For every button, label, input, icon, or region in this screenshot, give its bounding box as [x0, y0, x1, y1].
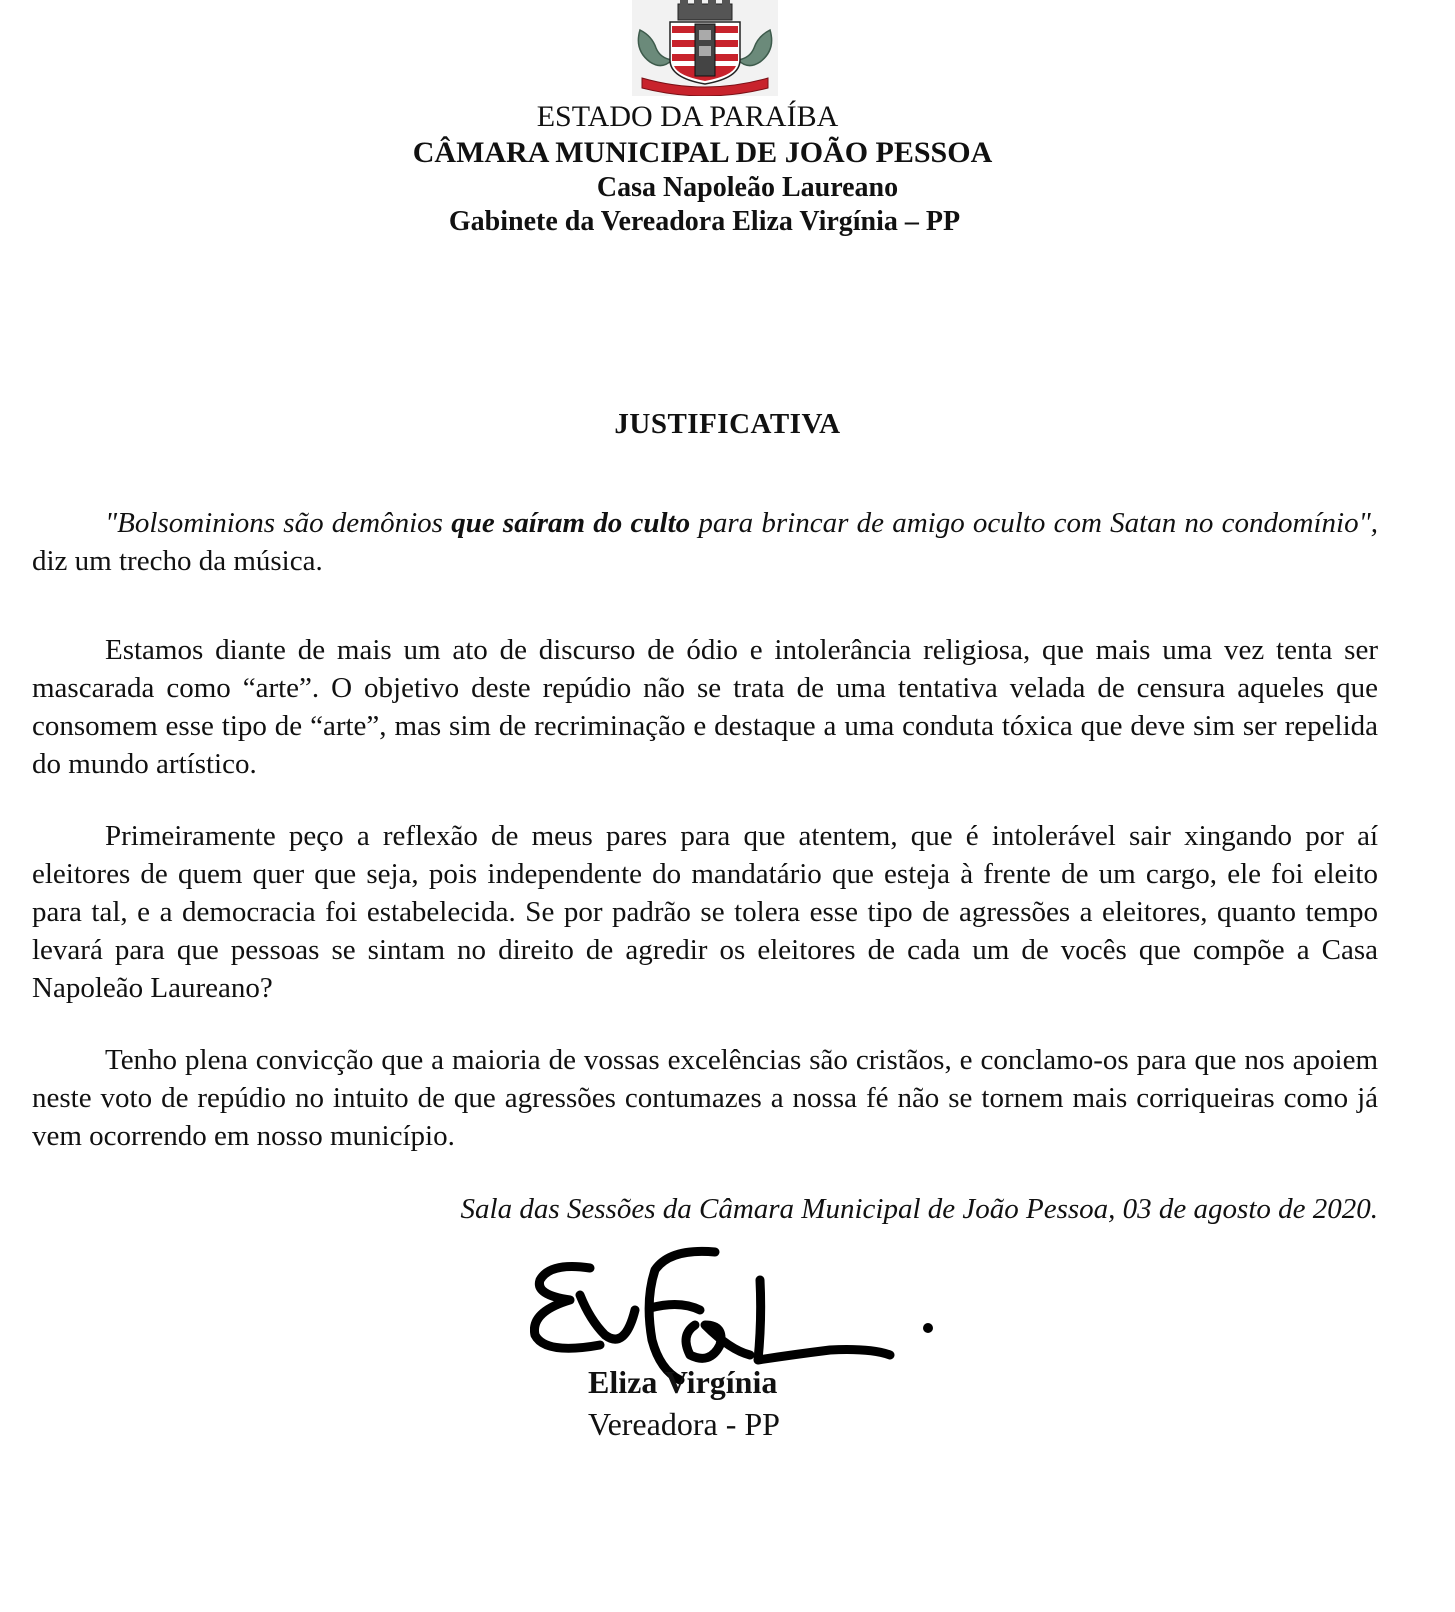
quote-text-part1: "Bolsominions são demônios — [105, 507, 452, 539]
header-house: Casa Napoleão Laureano — [596, 172, 899, 203]
quote-paragraph — [32, 504, 1378, 580]
body-paragraph: Tenho plena convicção que a maioria de vossas excelências são cristãos, e conclamo-os para que nos apoiem neste voto de repúdio no intuito de que agressões contumazes a nossa fé não se tornem mais corriqueiras como já vem ocorrendo em nosso município. — [32, 1044, 1378, 1152]
closing-line: Sala das Sessões da Câmara Municipal de João Pessoa, 03 de agosto de 2020. — [460, 1193, 1378, 1225]
quote-text-part4: diz um trecho da música. — [32, 545, 323, 577]
body-paragraph: Primeiramente peço a reflexão de meus pares para que atentem, que é intolerável sair xingando por aí eleitores de quem quer que seja, pois independente do mandatário que esteja à frente de um cargo, ele foi eleito para tal, e a democracia foi estabelecida. Se por padrão se tolera esse tipo de agressões a eleitores, quanto tempo levará para que pessoas se sintam no direito de agredir os eleitores de cada um de vocês que compõe a Casa Napoleão Laureano? — [32, 820, 1378, 1004]
coat-of-arms-icon — [632, 0, 778, 96]
header-office: Gabinete da Vereadora Eliza Virgínia – PP — [448, 206, 961, 237]
header-chamber: CÂMARA MUNICIPAL DE JOÃO PESSOA — [412, 136, 993, 169]
body-paragraph: Estamos diante de mais um ato de discurso de ódio e intolerância religiosa, que mais uma vez tenta ser mascarada como “arte”. O objetivo deste repúdio não se trata de uma tentativa velada de censura aqueles que consomem esse tipo de “arte”, mas sim de recriminação e destaque a uma conduta tóxica que deve sim ser repelida do mundo artístico. — [32, 634, 1378, 780]
signatory-name: Eliza Virgínia — [588, 1364, 778, 1400]
quote-text-part3: para brincar de amigo oculto com Satan no condomínio", — [690, 507, 1378, 539]
signatory-role: Vereadora - PP — [588, 1406, 780, 1442]
document-title: JUSTIFICATIVA — [614, 408, 841, 440]
header-state: ESTADO DA PARAÍBA — [536, 100, 839, 133]
quote-text-bold: que saíram do culto — [451, 507, 691, 539]
